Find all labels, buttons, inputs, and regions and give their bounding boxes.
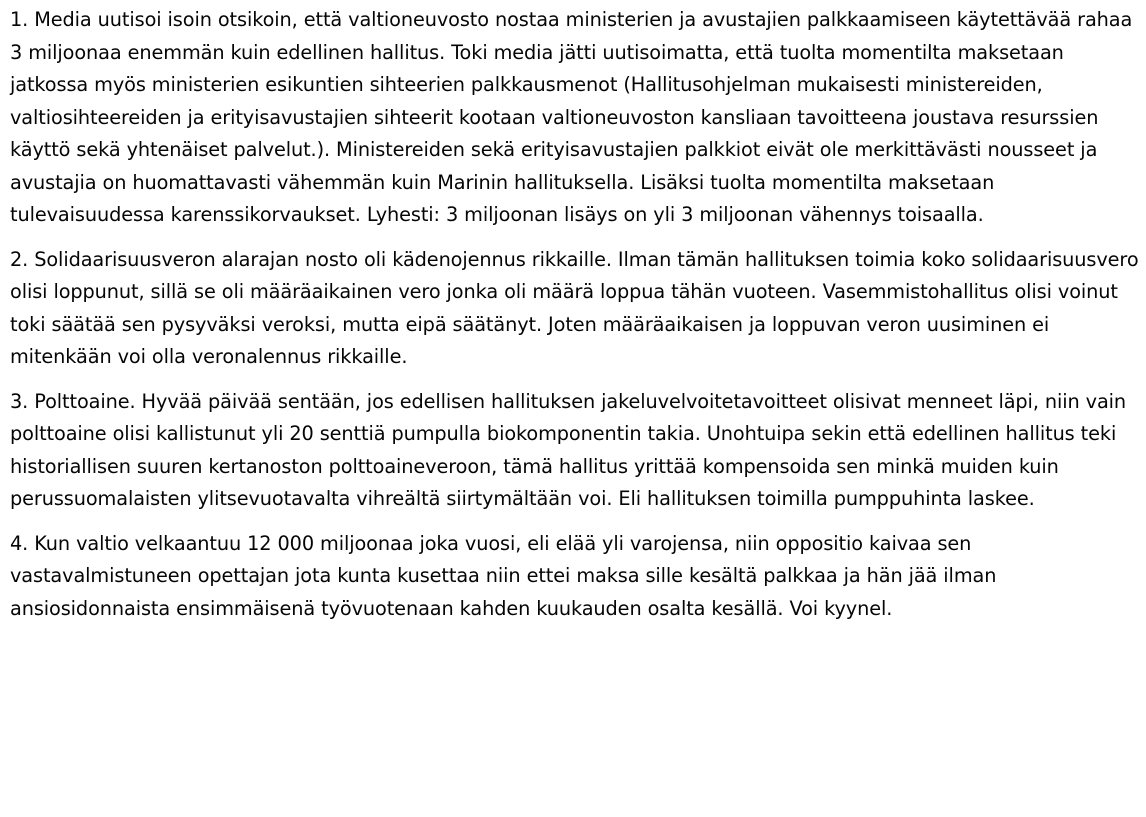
- paragraph-4: 4. Kun valtio velkaantuu 12 000 miljoonaa joka vuosi, eli elää yli varojensa, niin oppositio kaivaa sen vastavalmistuneen opettajan jota kunta kusettaa niin ettei maksa sille kesältä palkkaa ja hän jää ilman ansiosidonnaista ensimmäisenä työvuotenaan kahden kuukauden osalta kesällä. Voi kyynel.: [10, 531, 997, 620]
- paragraph-2: 2. Solidaarisuusveron alarajan nosto oli kädenojennus rikkaille. Ilman tämän hallituksen toimia koko solidaarisuusvero olisi loppunut, sillä se oli määräaikainen vero jonka oli määrä loppua tähän vuoteen. Vasemmistohallitus olisi voinut toki säätää sen pysyväksi veroksi, mutta eipä säätänyt. Joten määräaikaisen ja loppuvan veron uusiminen ei mitenkään voi olla veronalennus rikkaille.: [10, 247, 1139, 368]
- paragraph-3: 3. Polttoaine. Hyvää päivää sentään, jos edellisen hallituksen jakeluvelvoitetavoitteet olisivat menneet läpi, niin vain polttoaine olisi kallistunut yli 20 senttiä pumpulla biokomponentin takia. Unohtuipa sekin että edellinen hallitus teki historiallisen suuren kertanoston polttoaineveroon, tämä hallitus yrittää kompensoida sen minkä muiden kuin perussuomalaisten ylitsevuotavalta vihreältä siirtymältään voi. Eli hallituksen toimilla pumppuhinta laskee.: [10, 389, 1127, 510]
- paragraph-1: 1. Media uutisoi isoin otsikoin, että valtioneuvosto nostaa ministerien ja avustajien palkkaamiseen käytettävää rahaa 3 miljoonaa enemmän kuin edellinen hallitus. Toki media jätti uutisoimatta, että tuolta momentilta maksetaan jatkossa myös ministerien esikuntien sihteerien palkkausmenot (Hallitusohjelman mukaisesti ministereiden, valtiosihteereiden ja erityisavustajien sihteerit kootaan valtioneuvoston kansliaan tavoitteena joustava resurssien käyttö sekä yhtenäiset palvelut.). Ministereiden sekä erityisavustajien palkkiot eivät ole merkittävästi nousseet ja avustajia on huomattavasti vähemmän kuin Marinin hallituksella. Lisäksi tuolta momentilta maksetaan tulevaisuudessa karenssikorvaukset. Lyhesti: 3 miljoonan lisäys on yli 3 miljoonan vähennys toisaalla.: [10, 8, 1133, 226]
